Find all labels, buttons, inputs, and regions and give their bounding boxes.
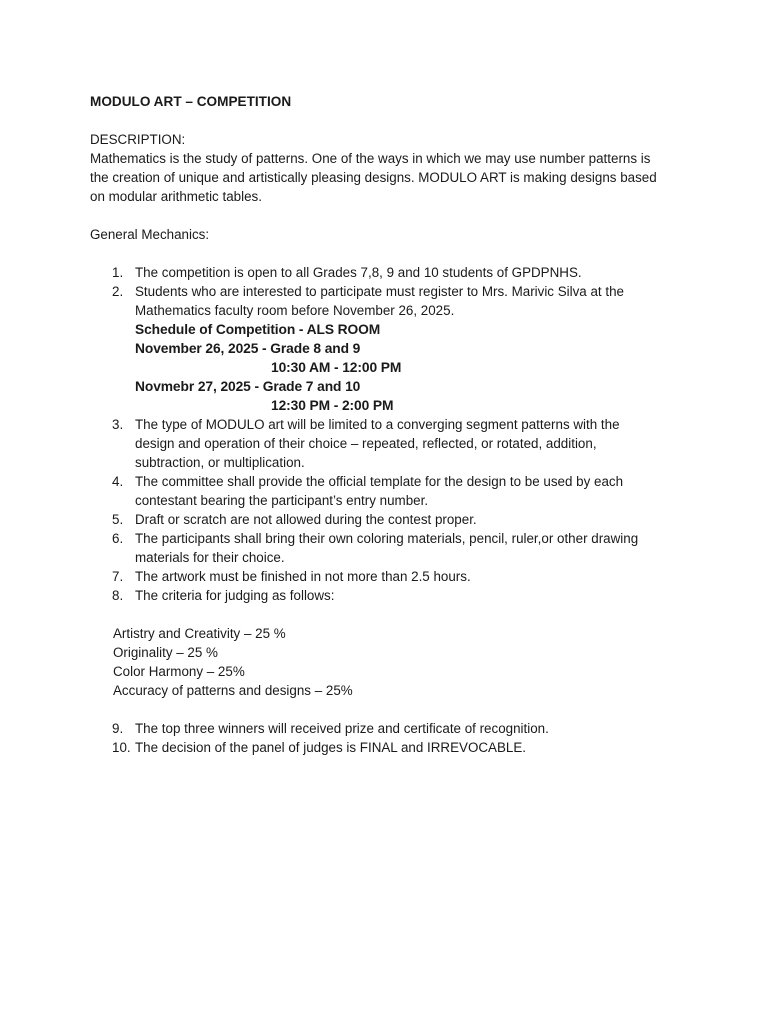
schedule-day: November 26, 2025 - Grade 8 and 9 (135, 341, 361, 356)
list-item (90, 719, 680, 738)
item-text: contestant bearing the participant’s entry number. (135, 493, 429, 508)
item-number: 7. (112, 569, 124, 584)
item-text: The decision of the panel of judges is FINAL and IRREVOCABLE. (135, 740, 527, 755)
item-number: 1. (112, 265, 124, 280)
mechanics-list (90, 263, 680, 605)
item-number: 2. (112, 284, 124, 299)
item-number: 8. (112, 588, 124, 603)
criteria-item: Color Harmony – 25% (113, 664, 245, 679)
list-item (90, 529, 680, 567)
list-item (90, 567, 680, 586)
description-heading: DESCRIPTION: (90, 132, 186, 147)
item-text: The committee shall provide the official template for the design to be used by each (135, 474, 624, 489)
mechanics-list-final (90, 719, 680, 757)
item-number: 3. (112, 417, 124, 432)
list-item (90, 415, 680, 472)
list-item (90, 282, 680, 415)
item-text: design and operation of their choice – repeated, reflected, or rotated, addition, (135, 436, 597, 451)
criteria-item: Artistry and Creativity – 25 % (113, 626, 286, 641)
schedule-heading: Schedule of Competition - ALS ROOM (135, 322, 381, 337)
item-text: Mathematics faculty room before November 26, 2025. (135, 303, 455, 318)
schedule-time: 12:30 PM - 2:00 PM (271, 398, 394, 413)
criteria-list (90, 624, 680, 700)
list-item (90, 472, 680, 510)
schedule-time: 10:30 AM - 12:00 PM (271, 360, 402, 375)
item-text: subtraction, or multiplication. (135, 455, 305, 470)
item-text: The criteria for judging as follows: (135, 588, 335, 603)
list-item (90, 738, 680, 757)
schedule-block (135, 320, 680, 415)
item-number: 9. (112, 721, 124, 736)
item-text: Students who are interested to participate must register to Mrs. Marivic Silva at the (135, 284, 624, 299)
item-number: 10. (112, 740, 131, 755)
document-title: MODULO ART – COMPETITION (90, 94, 292, 109)
item-text: The artwork must be finished in not more than 2.5 hours. (135, 569, 471, 584)
description-line: on modular arithmetic tables. (90, 189, 262, 204)
description-line: the creation of unique and artistically pleasing designs. MODULO ART is making designs based (90, 170, 657, 185)
list-item (90, 586, 680, 605)
document-page (90, 92, 680, 757)
item-number: 6. (112, 531, 124, 546)
list-item (90, 510, 680, 529)
list-item (90, 263, 680, 282)
item-text: The participants shall bring their own coloring materials, pencil, ruler,or other drawing (135, 531, 639, 546)
schedule-day: Novmebr 27, 2025 - Grade 7 and 10 (135, 379, 361, 394)
item-text: The competition is open to all Grades 7,8, 9 and 10 students of GPDPNHS. (135, 265, 582, 280)
criteria-item: Accuracy of patterns and designs – 25% (113, 683, 353, 698)
criteria-item: Originality – 25 % (113, 645, 218, 660)
mechanics-heading: General Mechanics: (90, 227, 210, 242)
description-line: Mathematics is the study of patterns. One of the ways in which we may use number patterns is (90, 151, 651, 166)
item-text: The type of MODULO art will be limited to a converging segment patterns with the (135, 417, 620, 432)
description-section (90, 130, 680, 206)
item-text: materials for their choice. (135, 550, 285, 565)
item-text: Draft or scratch are not allowed during the contest proper. (135, 512, 477, 527)
item-text: The top three winners will received prize and certificate of recognition. (135, 721, 549, 736)
item-number: 4. (112, 474, 124, 489)
item-number: 5. (112, 512, 124, 527)
